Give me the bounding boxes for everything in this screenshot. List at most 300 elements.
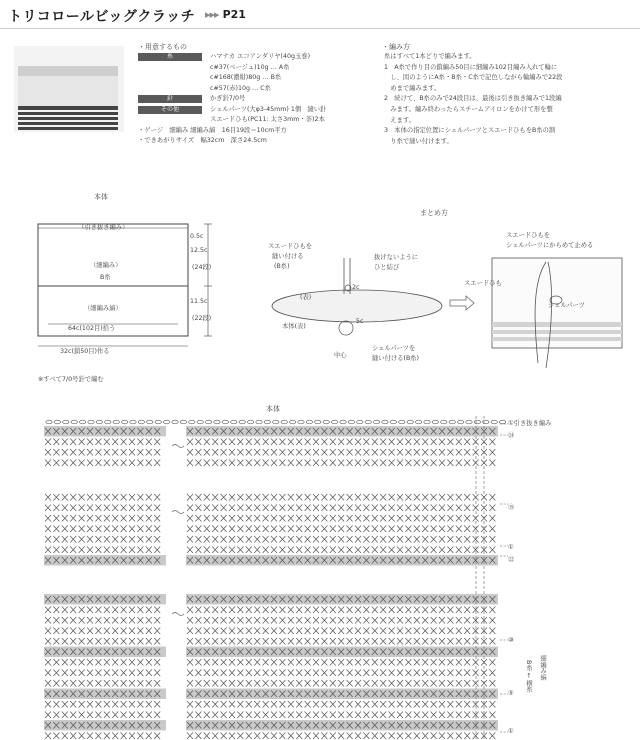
sc-stitch-mark — [279, 733, 285, 740]
sc-stitch-mark — [204, 505, 210, 512]
sc-stitch-mark — [221, 460, 227, 467]
sc-stitch-mark — [154, 680, 160, 687]
sc-stitch-mark — [112, 670, 118, 677]
sc-stitch-mark — [389, 733, 395, 740]
sc-stitch-mark — [330, 494, 336, 501]
sc-stitch-mark — [447, 515, 453, 522]
sc-stitch-mark — [447, 547, 453, 554]
sc-stitch-mark — [87, 547, 93, 554]
sc-stitch-mark — [246, 680, 252, 687]
sc-stitch-mark — [45, 536, 51, 543]
sc-stitch-mark — [363, 494, 369, 501]
sc-stitch-mark — [330, 547, 336, 554]
pickup-stitches-label: 64c(102目)拾う — [68, 325, 116, 332]
sc-stitch-mark — [279, 617, 285, 624]
sc-stitch-mark — [422, 617, 428, 624]
sc-stitch-mark — [447, 460, 453, 467]
sc-stitch-mark — [489, 628, 495, 635]
sc-stitch-mark — [187, 733, 193, 740]
sc-stitch-mark — [330, 460, 336, 467]
sc-stitch-mark — [431, 680, 437, 687]
sc-stitch-mark — [305, 628, 311, 635]
sc-stitch-mark — [229, 505, 235, 512]
sc-stitch-mark — [338, 536, 344, 543]
sc-stitch-mark — [62, 733, 68, 740]
sc-stitch-mark — [439, 526, 445, 533]
sc-stitch-mark — [380, 628, 386, 635]
sc-stitch-mark — [229, 733, 235, 740]
hook-note: ※すべて7/0号針で編む — [38, 376, 104, 383]
sc-stitch-mark — [473, 659, 479, 666]
sc-stitch-mark — [129, 617, 135, 624]
sc-stitch-mark — [305, 733, 311, 740]
sc-stitch-mark — [380, 680, 386, 687]
sc-stitch-mark — [221, 494, 227, 501]
dim-5c: 5c — [356, 318, 364, 325]
sc-stitch-mark — [246, 505, 252, 512]
sc-stitch-mark — [405, 449, 411, 456]
sc-stitch-mark — [146, 460, 152, 467]
sc-stitch-mark — [112, 712, 118, 719]
sc-stitch-mark — [263, 439, 269, 446]
sc-stitch-mark — [389, 607, 395, 614]
sc-stitch-mark — [121, 515, 127, 522]
sc-stitch-mark — [229, 526, 235, 533]
sc-stitch-mark — [229, 638, 235, 645]
sc-stitch-mark — [414, 680, 420, 687]
sc-stitch-mark — [254, 547, 260, 554]
sc-stitch-mark — [321, 712, 327, 719]
sc-stitch-mark — [95, 547, 101, 554]
sc-stitch-mark — [313, 439, 319, 446]
sc-stitch-mark — [70, 701, 76, 708]
materials-table — [138, 52, 326, 147]
sc-stitch-mark — [372, 712, 378, 719]
gauge-line: ・ゲージ 細編み 細編み縞 16目19段＝10cm平方 — [138, 126, 287, 134]
sc-stitch-mark — [95, 536, 101, 543]
sc-stitch-mark — [489, 712, 495, 719]
sc-stitch-mark — [355, 460, 361, 467]
sc-stitch-mark — [137, 449, 143, 456]
sc-stitch-mark — [271, 505, 277, 512]
sc-stitch-mark — [321, 515, 327, 522]
sc-stitch-mark — [154, 449, 160, 456]
sc-stitch-mark — [221, 505, 227, 512]
sc-stitch-mark — [422, 494, 428, 501]
sc-stitch-mark — [397, 670, 403, 677]
sc-stitch-mark — [70, 628, 76, 635]
sc-stitch-mark — [79, 659, 85, 666]
sc-stitch-mark — [195, 515, 201, 522]
sc-stitch-mark — [154, 628, 160, 635]
sc-stitch-mark — [422, 536, 428, 543]
sc-stitch-mark — [321, 607, 327, 614]
sc-stitch-mark — [62, 659, 68, 666]
sc-stitch-mark — [347, 494, 353, 501]
sc-stitch-mark — [95, 712, 101, 719]
sc-stitch-mark — [204, 638, 210, 645]
sc-stitch-mark — [389, 670, 395, 677]
sc-stitch-mark — [380, 536, 386, 543]
sc-stitch-mark — [104, 712, 110, 719]
sc-stitch-mark — [212, 680, 218, 687]
sc-stitch-mark — [187, 494, 193, 501]
sc-stitch-mark — [121, 536, 127, 543]
sc-stitch-mark — [431, 638, 437, 645]
sc-stitch-mark — [129, 494, 135, 501]
sc-stitch-mark — [372, 515, 378, 522]
sc-stitch-mark — [53, 659, 59, 666]
sc-stitch-mark — [456, 607, 462, 614]
sc-stitch-mark — [229, 607, 235, 614]
sc-stitch-mark — [70, 460, 76, 467]
suede-sew-label-2: 縫い付ける — [272, 253, 304, 260]
sc-stitch-mark — [313, 733, 319, 740]
sc-stitch-mark — [254, 733, 260, 740]
sc-stitch-mark — [112, 460, 118, 467]
sc-stitch-mark — [338, 515, 344, 522]
sc-stitch-mark — [279, 701, 285, 708]
sc-stitch-mark — [447, 712, 453, 719]
sc-stitch-mark — [347, 670, 353, 677]
sc-stitch-mark — [296, 670, 302, 677]
sc-stitch-mark — [321, 670, 327, 677]
sc-stitch-mark — [146, 670, 152, 677]
sc-stitch-mark — [330, 701, 336, 708]
sc-stitch-mark — [271, 628, 277, 635]
sc-stitch-mark — [79, 701, 85, 708]
sc-stitch-mark — [447, 607, 453, 614]
knot-label-2: ひと結び — [374, 264, 400, 271]
sc-stitch-mark — [129, 536, 135, 543]
sc-stitch-mark — [489, 659, 495, 666]
sc-stitch-mark — [464, 505, 470, 512]
sc-stitch-mark — [121, 659, 127, 666]
sc-stitch-mark — [288, 494, 294, 501]
row-label-slip: ①引き抜き編み — [508, 420, 552, 427]
sc-stitch-mark — [338, 607, 344, 614]
sc-stitch-mark — [121, 460, 127, 467]
sc-stitch-mark — [104, 680, 110, 687]
sc-stitch-mark — [204, 607, 210, 614]
sc-stitch-mark — [338, 494, 344, 501]
sc-stitch-mark — [321, 505, 327, 512]
sc-stitch-mark — [279, 670, 285, 677]
sc-stitch-mark — [464, 536, 470, 543]
sc-stitch-mark — [254, 712, 260, 719]
sc-stitch-mark — [473, 439, 479, 446]
sc-stitch-mark — [431, 712, 437, 719]
sc-stitch-mark — [431, 515, 437, 522]
sc-stitch-mark — [473, 526, 479, 533]
sc-stitch-mark — [296, 680, 302, 687]
sc-stitch-mark — [338, 439, 344, 446]
sc-stitch-mark — [195, 460, 201, 467]
sc-stitch-mark — [456, 638, 462, 645]
sc-stitch-mark — [212, 494, 218, 501]
sc-stitch-mark — [296, 526, 302, 533]
sc-stitch-mark — [447, 701, 453, 708]
sc-stitch-mark — [456, 449, 462, 456]
sc-stitch-mark — [195, 628, 201, 635]
sc-stitch-mark — [53, 494, 59, 501]
sc-stitch-mark — [146, 628, 152, 635]
sc-stitch-mark — [473, 628, 479, 635]
sc-stitch-mark — [95, 515, 101, 522]
dim-2c: 2c — [352, 284, 360, 291]
sc-stitch-mark — [363, 733, 369, 740]
sc-stitch-mark — [221, 628, 227, 635]
sc-stitch-mark — [473, 536, 479, 543]
sc-stitch-mark — [313, 680, 319, 687]
sc-stitch-mark — [237, 712, 243, 719]
row-label-15: ⑮ — [508, 504, 515, 511]
title-divider — [0, 28, 640, 29]
sc-stitch-mark — [271, 607, 277, 614]
sc-stitch-mark — [104, 547, 110, 554]
sc-stitch-mark — [288, 536, 294, 543]
sc-stitch-mark — [104, 701, 110, 708]
sc-stitch-mark — [53, 526, 59, 533]
sc-stitch-mark — [104, 670, 110, 677]
sc-stitch-mark — [447, 638, 453, 645]
sc-stitch-mark — [389, 680, 395, 687]
sc-stitch-mark — [321, 659, 327, 666]
sc-stitch-mark — [129, 659, 135, 666]
sc-stitch-mark — [347, 526, 353, 533]
sc-stitch-mark — [473, 505, 479, 512]
sc-stitch-mark — [288, 449, 294, 456]
sc-stitch-mark — [313, 659, 319, 666]
sc-stitch-mark — [246, 607, 252, 614]
sc-stitch-mark — [112, 547, 118, 554]
sc-stitch-mark — [45, 515, 51, 522]
sc-stitch-mark — [330, 536, 336, 543]
sc-stitch-mark — [355, 659, 361, 666]
sc-stitch-mark — [397, 733, 403, 740]
sc-stitch-mark — [79, 547, 85, 554]
sc-stitch-mark — [121, 670, 127, 677]
sc-stitch-mark — [321, 628, 327, 635]
sc-stitch-mark — [104, 638, 110, 645]
sc-stitch-mark — [347, 607, 353, 614]
sc-stitch-mark — [456, 536, 462, 543]
sc-stitch-mark — [121, 449, 127, 456]
sc-stitch-mark — [237, 494, 243, 501]
sc-stitch-mark — [389, 526, 395, 533]
sc-stitch-mark — [254, 460, 260, 467]
sc-stitch-mark — [389, 617, 395, 624]
sc-stitch-mark — [473, 680, 479, 687]
sc-stitch-mark — [121, 733, 127, 740]
sc-stitch-mark — [254, 505, 260, 512]
sc-stitch-mark — [195, 712, 201, 719]
sc-stitch-mark — [195, 617, 201, 624]
sc-stitch-mark — [414, 494, 420, 501]
sc-stitch-mark — [53, 670, 59, 677]
row-label-1-lower: ① — [508, 728, 514, 735]
sc-stitch-mark — [321, 701, 327, 708]
sc-stitch-mark — [389, 536, 395, 543]
sc-stitch-mark — [397, 515, 403, 522]
sc-stitch-mark — [313, 449, 319, 456]
sc-stitch-mark — [380, 505, 386, 512]
sc-stitch-mark — [347, 547, 353, 554]
sc-stitch-mark — [313, 701, 319, 708]
sc-stitch-mark — [389, 505, 395, 512]
sc-stitch-mark — [464, 712, 470, 719]
sc-stitch-mark — [70, 505, 76, 512]
sc-stitch-mark — [321, 494, 327, 501]
sc-stitch-mark — [397, 680, 403, 687]
sc-stitch-mark — [397, 607, 403, 614]
sc-stitch-mark — [154, 505, 160, 512]
sc-stitch-mark — [195, 733, 201, 740]
sc-stitch-mark — [129, 460, 135, 467]
sc-stitch-mark — [397, 617, 403, 624]
sc-stitch-mark — [221, 712, 227, 719]
sc-stitch-mark — [431, 659, 437, 666]
knot-label-1: 抜けないように — [374, 254, 419, 261]
sc-stitch-mark — [62, 460, 68, 467]
sc-stitch-mark — [195, 680, 201, 687]
sc-stitch-mark — [447, 526, 453, 533]
sc-stitch-mark — [414, 628, 420, 635]
sc-stitch-mark — [439, 515, 445, 522]
sc-stitch-mark — [146, 449, 152, 456]
sc-stitch-mark — [237, 670, 243, 677]
sc-stitch-mark — [288, 733, 294, 740]
sc-stitch-mark — [204, 670, 210, 677]
sc-stitch-mark — [254, 617, 260, 624]
sc-stitch-mark — [405, 494, 411, 501]
sc-stitch-mark — [380, 515, 386, 522]
sc-stitch-mark — [204, 547, 210, 554]
sc-stitch-mark — [296, 494, 302, 501]
sc-stitch-mark — [263, 515, 269, 522]
sc-stitch-mark — [473, 460, 479, 467]
sc-stitch-mark — [112, 628, 118, 635]
sc-stitch-mark — [363, 638, 369, 645]
sc-stitch-mark — [296, 547, 302, 554]
material-row: スエードひも(PC11: 太さ3mm・茶)2本 — [210, 116, 325, 123]
sc-stitch-mark — [330, 607, 336, 614]
sc-stitch-mark — [137, 628, 143, 635]
sc-stitch-mark — [439, 449, 445, 456]
sc-stitch-mark — [221, 439, 227, 446]
sc-stitch-mark — [112, 617, 118, 624]
sc-stitch-mark — [53, 628, 59, 635]
sc-stitch-mark — [212, 628, 218, 635]
sc-stitch-mark — [464, 617, 470, 624]
sc-stitch-mark — [187, 607, 193, 614]
sc-stitch-mark — [129, 628, 135, 635]
sc-stitch-mark — [414, 733, 420, 740]
sc-stitch-mark — [146, 712, 152, 719]
sc-stitch-mark — [254, 680, 260, 687]
sc-stitch-mark — [439, 607, 445, 614]
sc-stitch-mark — [355, 515, 361, 522]
sc-stitch-mark — [254, 659, 260, 666]
sc-stitch-mark — [447, 505, 453, 512]
sc-stitch-mark — [112, 515, 118, 522]
sc-stitch-mark — [372, 460, 378, 467]
sc-stitch-mark — [121, 617, 127, 624]
sc-stitch-mark — [187, 547, 193, 554]
sc-stitch-mark — [70, 515, 76, 522]
sc-stitch-mark — [355, 712, 361, 719]
sc-stitch-mark — [79, 449, 85, 456]
sc-stitch-mark — [87, 439, 93, 446]
sc-stitch-mark — [195, 659, 201, 666]
sc-stitch-mark — [121, 628, 127, 635]
sc-stitch-mark — [473, 670, 479, 677]
sc-stitch-mark — [296, 607, 302, 614]
sc-stitch-mark — [204, 460, 210, 467]
sc-stitch-mark — [195, 439, 201, 446]
sc-stitch-mark — [288, 617, 294, 624]
sc-stitch-mark — [212, 439, 218, 446]
sc-stitch-mark — [246, 439, 252, 446]
sc-stitch-mark — [137, 638, 143, 645]
sc-stitch-mark — [53, 547, 59, 554]
sc-stitch-mark — [45, 607, 51, 614]
sc-stitch-mark — [296, 701, 302, 708]
sc-stitch-mark — [246, 712, 252, 719]
sc-stitch-mark — [313, 547, 319, 554]
sc-stitch-mark — [380, 460, 386, 467]
sc-stitch-mark — [87, 505, 93, 512]
sc-stitch-mark — [212, 670, 218, 677]
sc-stitch-mark — [355, 670, 361, 677]
sc-stitch-mark — [473, 515, 479, 522]
sc-stitch-mark — [121, 547, 127, 554]
sc-stitch-mark — [62, 712, 68, 719]
sc-stitch-mark — [95, 733, 101, 740]
sc-stitch-mark — [271, 638, 277, 645]
sc-stitch-mark — [473, 733, 479, 740]
sc-stitch-mark — [187, 670, 193, 677]
sc-stitch-mark — [431, 701, 437, 708]
sc-stitch-mark — [338, 460, 344, 467]
sc-stitch-mark — [347, 680, 353, 687]
sc-stitch-mark — [372, 701, 378, 708]
sc-stitch-mark — [414, 701, 420, 708]
sc-stitch-mark — [79, 680, 85, 687]
sc-stitch-mark — [237, 680, 243, 687]
sc-stitch-mark — [87, 494, 93, 501]
sc-stitch-mark — [229, 494, 235, 501]
sc-stitch-mark — [195, 607, 201, 614]
center-label: 中心 — [334, 352, 347, 359]
sc-stitch-mark — [112, 536, 118, 543]
sc-stitch-mark — [95, 439, 101, 446]
sc-stitch-mark — [405, 733, 411, 740]
sc-stitch-mark — [212, 505, 218, 512]
sc-stitch-mark — [489, 638, 495, 645]
sc-stitch-mark — [121, 701, 127, 708]
sc-stitch-mark — [70, 733, 76, 740]
sc-stitch-mark — [146, 680, 152, 687]
sc-stitch-mark — [431, 628, 437, 635]
slip-stitch-label: （引き抜き編み） — [78, 224, 129, 231]
sc-stitch-mark — [146, 526, 152, 533]
sc-stitch-mark — [187, 628, 193, 635]
sc-stitch-mark — [212, 515, 218, 522]
sc-stitch-mark — [321, 733, 327, 740]
sc-stitch-mark — [363, 536, 369, 543]
sc-stitch-mark — [363, 460, 369, 467]
